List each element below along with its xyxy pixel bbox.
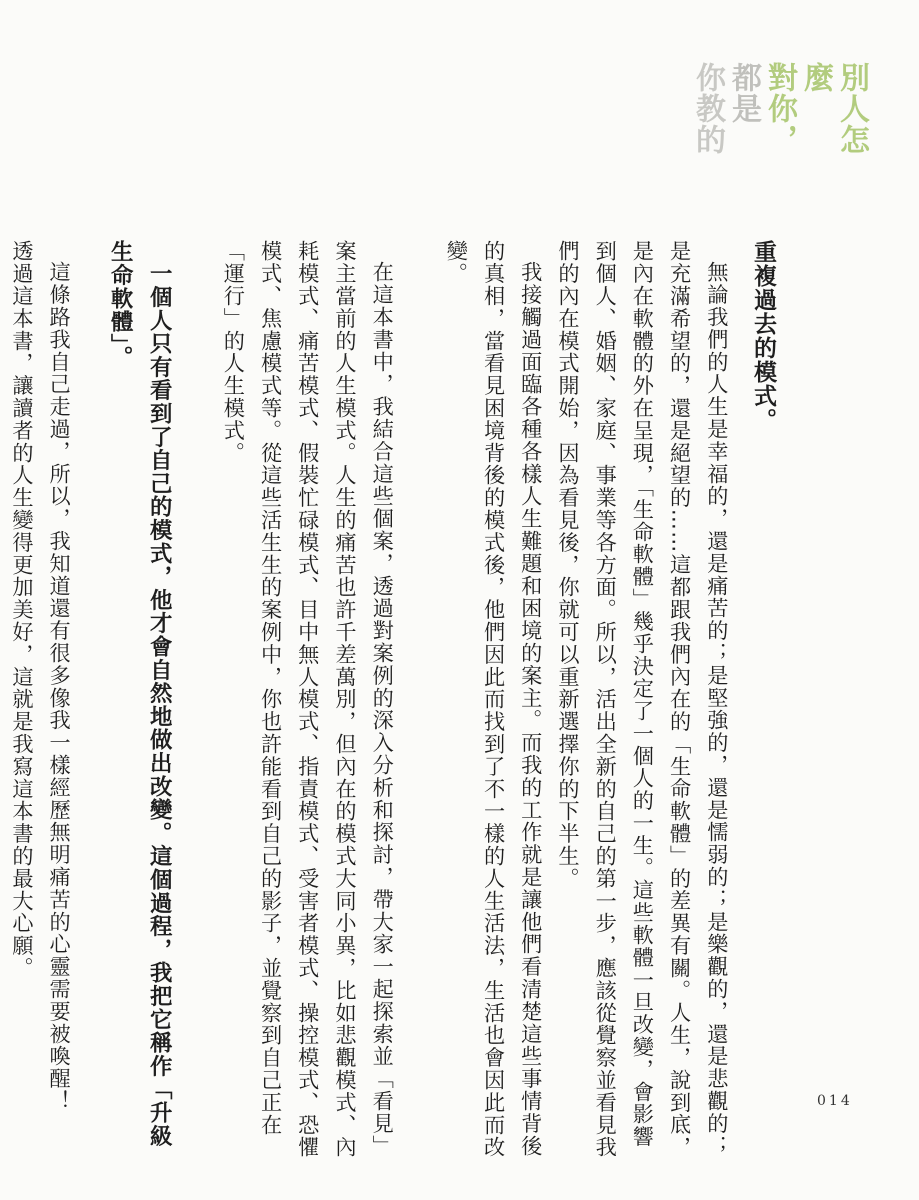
paragraph-1: 無論我們的人生是幸福的，還是痛苦的；是堅強的，還是懦弱的；是樂觀的，還是悲觀的；是充滿希望的，還是絕望的……這都跟我們內在的「生命軟體」的差異有關。人生，說到底，是內在軟體的外在呈現，「生命軟體」幾乎決定了一個人的一生。這些軟體一旦改變，會影響到個人、婚姻、家庭、事業等各方面。所以，活出全新的自己的第一步，應該從覺察並看見我們的內在模式開始，因為看見後，你就可以重新選擇你的下半生。 <box>555 240 730 1159</box>
section-heading: 重複過去的模式。 <box>750 240 776 432</box>
running-head-book-title <box>689 62 869 182</box>
page-number: 014 <box>817 1093 853 1109</box>
paragraph-3: 在這本書中，我結合這些個案，透過對案例的深入分析和探討，帶大家一起探索並「看見」案主當前的人生模式。人生的痛苦也許千差萬別，但內在的模式大同小異，比如悲觀模式、內耗模式、痛苦模式、假裝忙碌模式、目中無人模式、指責模式、受害者模式、操控模式、恐懼模式、焦慮模式等。從這些活生生的案例中，你也許能看到自己的影子，並覺察到自己正在「運行」的人生模式。 <box>221 240 396 1159</box>
paragraph-5: 透過這本書，讓讀者的人生變得更加美好，這就是我寫這本書的最大心願。 <box>9 240 35 980</box>
main-text-block <box>4 240 781 1170</box>
running-head-line-4: 你教的 <box>690 62 725 155</box>
paragraph-4: 這條路我自己走過，所以，我知道還有很多像我一樣經歷無明痛苦的心靈需要被喚醒！ <box>47 261 73 1113</box>
paragraph-2: 我接觸過面臨各種各樣人生難題和困境的案主。而我的工作就是讓他們看清楚這些事情背後的真相，當看見困境背後的模式後，他們因此而找到了不一樣的人生活法，生活也會因此而改變。 <box>444 240 544 1159</box>
emphasis-statement: 一個人只有看到了自己的模式，他才會自然地做出改變。這個過程，我把它稱作「升級生命軟體」。 <box>107 240 173 1148</box>
running-head-line-2: 對你， <box>762 62 797 155</box>
running-head-line-3: 都是 <box>726 62 761 124</box>
running-head-line-1: 別人怎麼 <box>798 62 869 155</box>
